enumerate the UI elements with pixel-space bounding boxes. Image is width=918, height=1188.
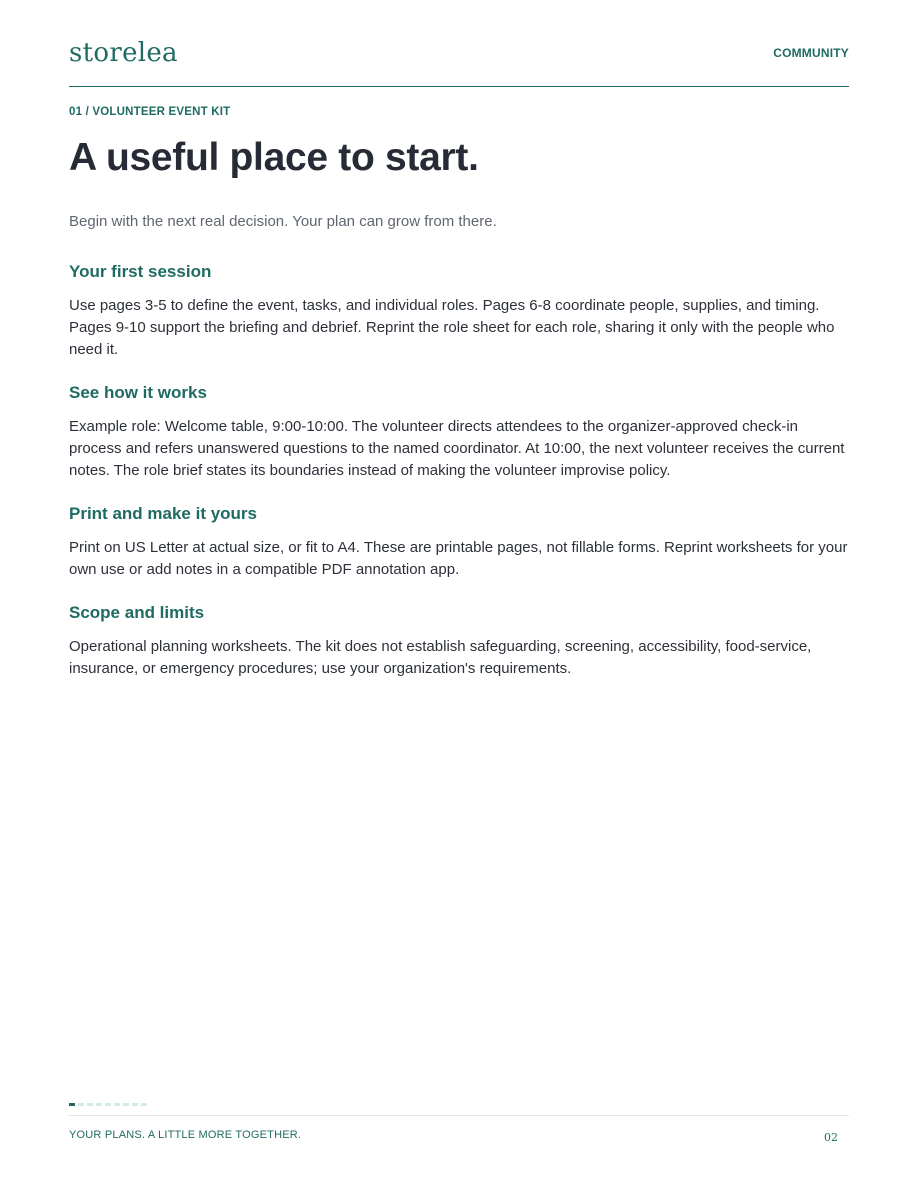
section-body: Operational planning worksheets. The kit does not establish safeguarding, screening, accessibility, food-service, insurance, or emergency procedures; use your organization's requirements. [69,638,812,677]
kicker-label: 01 / VOLUNTEER EVENT KIT [69,106,231,118]
section-first-session [69,261,849,361]
page-number: 02 [824,1131,838,1144]
section-body: Use pages 3-5 to define the event, tasks, and individual roles. Pages 6-8 coordinate people, supplies, and timing. Pages 9-10 support the briefing and debrief. Reprint the role sheet for each role, sharing it only with the people who need it. [69,297,835,358]
section-print [69,503,849,581]
progress-dot-active [69,1103,75,1106]
section-body: Example role: Welcome table, 9:00-10:00. The volunteer directs attendees to the organizer-approved check-in process and refers unanswered questions to the named coordinator. At 10:00, the next volunteer receives the current notes. The role brief states its boundaries instead of making the volunteer improvise policy. [69,418,845,479]
progress-dot [96,1103,102,1106]
page-title: A useful place to start. [69,136,479,179]
brand-logo: storelea [69,38,178,68]
progress-dot [123,1103,129,1106]
progress-dot [78,1103,84,1106]
footer-divider [69,1115,849,1116]
page-progress-indicator [69,1103,147,1107]
section-heading: Print and make it yours [69,504,257,523]
progress-dot [141,1103,147,1106]
section-scope [69,602,849,680]
section-label: COMMUNITY [773,46,849,60]
progress-dot [87,1103,93,1106]
page-header [69,36,849,87]
document-page [69,0,849,1188]
progress-dot [105,1103,111,1106]
section-heading: See how it works [69,383,207,402]
progress-dot [114,1103,120,1106]
lead-text: Begin with the next real decision. Your plan can grow from there. [69,213,497,230]
progress-dot [132,1103,138,1106]
content-sections [69,261,849,701]
section-heading: Your first session [69,262,212,281]
section-how-it-works [69,382,849,482]
section-heading: Scope and limits [69,603,205,622]
section-body: Print on US Letter at actual size, or fit to A4. These are printable pages, not fillable forms. Reprint worksheets for your own use or add notes in a compatible PDF annotation app. [69,539,848,578]
footer-tagline: YOUR PLANS. A LITTLE MORE TOGETHER. [69,1129,302,1141]
